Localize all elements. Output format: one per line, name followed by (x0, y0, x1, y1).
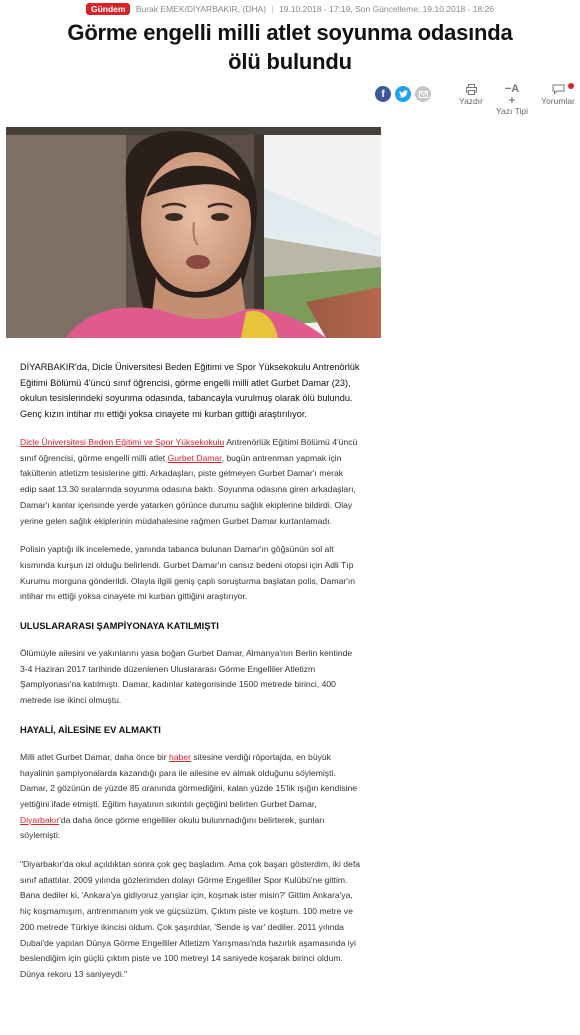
athlete-photo (6, 127, 381, 338)
font-size-control[interactable] (492, 84, 532, 116)
school-link[interactable]: Dicle Üniversitesi Beden Eğitimi ve Spor Yüksekokulu (20, 437, 225, 447)
share-buttons (375, 86, 431, 102)
article-lead: DİYARBAKIR'da, Dicle Üniversitesi Beden Eğitimi ve Spor Yüksekokulu Antrenörlük Eğitimi Bölümü 4'üncü sınıf öğrencisi, görme engelli milli atlet Gurbet Damar (23), okulun tesislerindeki soyunma odasında, tabancayla vurulmuş olarak ölü bulundu. Genç kızın intihar mı ettiği yoksa cinayete mi kurban gittiği araştırılıyor. (20, 362, 360, 419)
news-link[interactable]: haber (169, 751, 192, 762)
article-paragraph-1 (20, 435, 360, 529)
section-heading-1: ULUSLARARASI ŞAMPİYONAYA KATILMIŞTI (20, 620, 219, 632)
comments-label: Yorumlar (541, 96, 575, 106)
meta-separator: | (271, 4, 274, 14)
section-heading-2: HAYALİ, AİLESİNE EV ALMAKTI (20, 723, 161, 735)
paragraph-text: Antrenörlük Eğitimi Bölümü 4'üncü sınıf öğrencisi, görme engelli milli atlet (20, 437, 358, 463)
font-decrease-button[interactable]: −A (504, 83, 520, 95)
email-share-icon[interactable] (415, 86, 431, 102)
publish-dates: 19.10.2018 - 17:19, Son Güncelleme: 19.10.2018 - 18:26 (279, 4, 495, 14)
diyarbakir-link[interactable]: Diyarbakır (20, 814, 60, 825)
twitter-share-icon[interactable] (395, 86, 411, 102)
paragraph-text: , bugün antrenman yapmak için fakültenin atletizm tesislerine gitti. Arkadaşları, piste gelmeyen Gurbet Damar'ı merak edip saat 13.30 sıralarında soyunma odasına baktı. Soyunma odasına giren arkadaşları, Damar'ı kanlar içerisinde yerde yatarken görünce durumu sağlık ekiplerine bildirdi. Olay yerine gelen sağlık ekiplerinin müdahalesine rağmen Gurbet Damar kurtarılamadı. (20, 452, 356, 526)
article-headline: Görme engelli milli atlet soyunma odasında ölü bulundu (67, 20, 513, 74)
article-hero-image (6, 127, 381, 338)
article-meta (0, 3, 580, 17)
font-increase-button[interactable]: + (508, 95, 516, 107)
byline: Burak EMEK/DİYARBAKIR, (DHA) (135, 4, 267, 14)
comments-button[interactable] (538, 84, 578, 106)
print-button[interactable] (456, 84, 486, 106)
article-quote: "Diyarbakır'da okul açıldıktan sonra çok geç başladım. Ama çok başarı gösterdim, iki defa sınıf atlattılar. 2009 yılında gözlerimden dolayı Görme Engelliler Spor Kulübü'ne gittim. Bana dediler ki, 'Ankara'ya gidiyoruz yarışlar için, koşmak ister misin?' Gittim Ankara'ya, hiç koşmamışım, antrenmanım yok ve güçsüzüm. Çıktım piste ve koştum. 100 metre ve 200 metrede Türkiye ikincisi oldum. Çok şaşırdılar, 'Sende iş var' dediler. 2011 yılında Dubai'de yapılan Dünya Görme Engelliler Atletizm Yarışması'nda hazırlık aşamasında iyi beslendiğim için güçlü çıktım piste ve 100 metreyi 14 saniyede koşarak birinci oldum. Dünya rekoru 13 saniyeydi." (20, 859, 361, 979)
print-label: Yazdır (459, 96, 483, 106)
paragraph-text: Milli atlet Gurbet Damar, daha önce bir (20, 751, 170, 762)
printer-icon (456, 84, 486, 96)
article-paragraph-2: Polisin yaptığı ilk incelemede, yanında tabanca bulunan Damar'ın göğsünün sol alt kısmında kurşun izi olduğu belirlendi. Gurbet Damar'ın cansız bedeni otopsi için Adli Tıp Kurumu morguna gönderildi. Olayla ilgili geniş çaplı soruşturma başlatan polis, Damar'ın intihar mı ettiği yoksa cinayete mi kurban gittiğini araştırıyor. (20, 544, 356, 602)
facebook-share-icon[interactable]: f (375, 86, 391, 102)
paragraph-text: sitesine verdiği röportajda, en büyük hayalinin şampiyonalarda kazandığı para ile ailesine ev almak olduğunu söylemişti. Damar, 2 gözünün de yüzde 85 oranında görmediğini, kalan yüzde 15'lik ışığın kendisine yettiğini ifade etmişti. Eğitim hayatının sıkıntılı geçtiğini belirten Gurbet Damar, (20, 751, 358, 809)
font-size-label: Yazı Tipi (496, 106, 528, 116)
comment-notification-dot (568, 83, 574, 89)
athlete-link[interactable]: Gurbet Damar (167, 452, 222, 463)
article-paragraph-4 (20, 750, 360, 844)
article-paragraph-3: Ölümüyle ailesini ve yakınlarını yasa boğan Gurbet Damar, Almanya'nın Berlin kentinde 3-4 Haziran 2017 tarihinde düzenlenen Uluslararası Görme Engelliler Atletizm Şampiyonası'na katılmıştı. Damar, kadınlar kategorisinde 1500 metrede birinci, 400 metrede ise ikinci olmuştu. (20, 648, 353, 706)
category-badge[interactable]: Gündem (86, 3, 130, 15)
paragraph-text: 'da daha önce görme engelliler okulu bulunmadığını belirterek, şunları söylemişti: (20, 814, 325, 841)
article-body (20, 360, 360, 983)
